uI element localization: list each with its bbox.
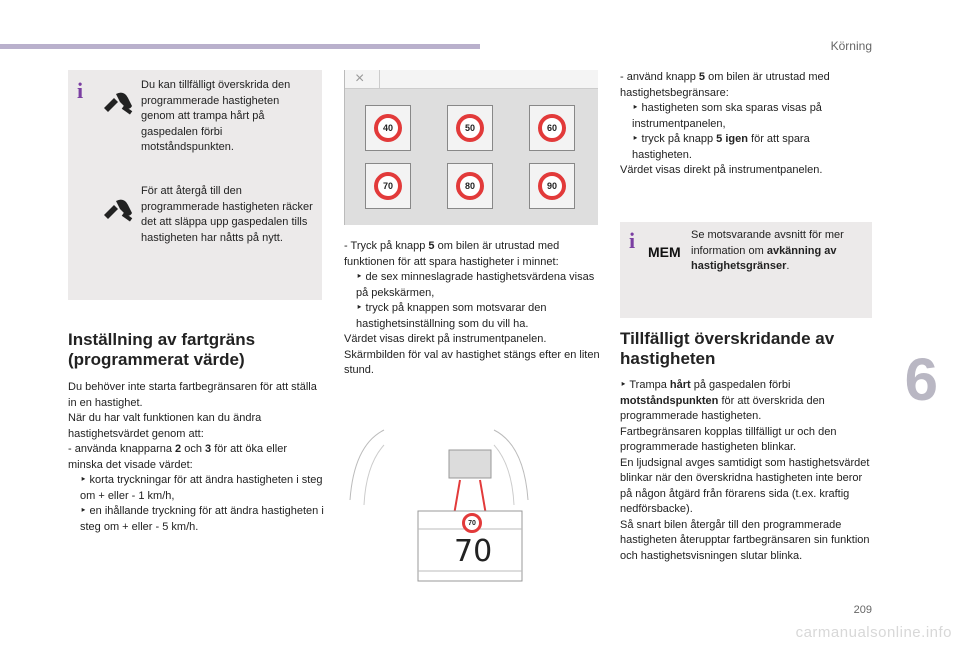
right-bullet-bold: hårt <box>669 379 691 391</box>
chapter-number: 6 <box>904 346 938 413</box>
foot-pedal-icon <box>100 88 136 118</box>
middle-line: Skärmbilden för val av hastighet stängs efter en liten stund. <box>344 348 600 376</box>
right-body <box>620 378 872 564</box>
button-number-3: 3 <box>205 443 212 455</box>
speed-limit-sign: 70 <box>462 513 482 533</box>
footer-watermark: carmanualsonline.info <box>795 624 952 641</box>
right-top-body <box>620 70 872 179</box>
middle-subitem <box>344 270 600 301</box>
info-icon: i <box>77 78 84 103</box>
info-box-2-text <box>691 228 863 275</box>
right-paragraph: En ljudsignal avges samtidigt som hastighetsvärdet blinkar när den överskridna hastigheten inte beror på någon åtgärd från förarens sida (t.ex. kraftig nedförsbacke). <box>620 456 870 515</box>
left-line: När du har valt funktionen kan du ändra hastighetsvärdet genom att: <box>68 412 262 440</box>
right-line: Värdet visas direkt på instrumentpanelen. <box>620 164 823 176</box>
speed-sign: 40 <box>374 114 402 142</box>
speed-button-80 <box>447 163 493 209</box>
speed-sign: 80 <box>456 172 484 200</box>
middle-item-text: - Tryck på knapp <box>344 240 426 252</box>
middle-item-text: om bilen är utrustad med funktionen för att spara hastigheter i minnet: <box>344 240 560 268</box>
left-subitem <box>68 473 324 504</box>
speed-selection-screen <box>344 70 598 225</box>
mem-button-icon: MEM <box>648 244 681 260</box>
left-item-text: för att öka eller minska det visade värdet: <box>68 443 287 471</box>
bullet-icon: ‣ <box>80 474 87 486</box>
right-paragraph: Så snart bilen återgår till den programmerade hastigheten återupptar fartbegränsaren sin funktion och hastighetsvisningen slutar blinka. <box>620 518 870 562</box>
left-body <box>68 380 324 535</box>
heading-temporary-overspeed: Tillfälligt överskridande av hastigheten <box>620 329 835 368</box>
middle-line: Värdet visas direkt på instrumentpanelen. <box>344 333 547 345</box>
bullet-icon: ‣ <box>620 379 627 391</box>
right-bullet-text: för att överskrida den programmerade hastigheten. <box>620 394 825 422</box>
speed-button-50 <box>447 105 493 151</box>
left-subitem-text: en ihållande tryckning för att ändra hastigheten i steg om + eller - 5 km/h. <box>80 505 324 533</box>
screen-divider <box>379 70 380 88</box>
screen-topbar <box>345 70 598 89</box>
foot-pedal-icon <box>100 195 136 225</box>
cluster-speed-display: 70 <box>454 534 493 569</box>
speed-sign: 70 <box>374 172 402 200</box>
button-number-5: 5 <box>428 240 435 252</box>
right-subitem <box>620 101 872 132</box>
info-paragraph-1: Du kan tillfälligt överskrida den programmerade hastigheten genom att trampa hårt på gaspedalen förbi motståndspunkten. <box>141 79 291 153</box>
right-bullet-text: Trampa <box>626 379 667 391</box>
middle-item <box>344 239 600 270</box>
right-subitem-text: tryck på knapp <box>638 133 714 145</box>
info-box-overspeed <box>68 70 322 300</box>
speed-sign: 60 <box>538 114 566 142</box>
right-subitem-bold: 5 igen <box>716 133 748 145</box>
right-subitem-text: hastigheten som ska sparas visas på instrumentpanelen, <box>632 102 822 130</box>
instrument-cluster-illustration <box>344 425 534 585</box>
speed-sign: 90 <box>538 172 566 200</box>
middle-subitem-text: de sex minneslagrade hastighetsvärdena visas på pekskärmen, <box>356 271 595 299</box>
info-box-speed-limit <box>620 222 872 318</box>
info-text-bold: avkänning av hastighetsgränser <box>691 244 837 272</box>
info-paragraph-2: För att återgå till den programmerade hastigheten räcker det att släppa upp gaspedalen tills hastigheten har nåtts på nytt. <box>141 185 313 244</box>
info-text: Se motsvarande avsnitt för mer information om <box>691 229 844 257</box>
button-number-5: 5 <box>698 71 706 83</box>
button-number-2: 2 <box>175 443 182 455</box>
middle-subitem-text: tryck på knappen som motsvarar den hastighetsinställning som du vill ha. <box>356 302 547 330</box>
speed-sign: 50 <box>456 114 484 142</box>
bullet-icon: ‣ <box>356 271 363 283</box>
left-line: Du behöver inte starta fartbegränsaren för att ställa in en hastighet. <box>68 381 317 409</box>
speed-button-70 <box>365 163 411 209</box>
speed-button-40 <box>365 105 411 151</box>
info-icon: i <box>629 228 636 253</box>
bullet-icon: ‣ <box>632 133 639 145</box>
bullet-icon: ‣ <box>356 302 363 314</box>
left-subitem-text: korta tryckningar för att ändra hastigheten i steg om + eller - 1 km/h, <box>80 474 323 502</box>
bullet-icon: ‣ <box>632 102 639 114</box>
right-paragraph: Fartbegränsaren kopplas tillfälligt ur och den programmerade hastigheten blinkar. <box>620 425 837 453</box>
heading-speed-setting: Inställning av fartgräns (programmerat värde) <box>68 330 256 369</box>
section-title: Körning <box>830 39 872 53</box>
left-item-text: - använda knapparna <box>68 443 172 455</box>
right-item-text: om bilen är utrustad med hastighetsbegränsare: <box>620 71 830 99</box>
info-text: . <box>786 260 790 272</box>
left-item-text: och <box>184 443 202 455</box>
right-subitem-text: för att spara hastigheten. <box>632 133 810 161</box>
bullet-icon: ‣ <box>80 505 87 517</box>
right-bullet-text: på gaspedalen förbi <box>693 379 791 391</box>
right-item <box>620 70 872 101</box>
right-bullet <box>620 378 872 425</box>
speed-button-60 <box>529 105 575 151</box>
header-accent-bar <box>0 44 480 49</box>
speed-button-90 <box>529 163 575 209</box>
page-number: 209 <box>853 604 872 616</box>
left-subitem <box>68 504 324 535</box>
right-subitem <box>620 132 872 163</box>
right-bullet-bold: motståndspunkten <box>620 394 719 407</box>
middle-subitem <box>344 301 600 332</box>
left-item <box>68 442 324 473</box>
right-item-text: - använd knapp <box>620 71 696 83</box>
middle-body <box>344 239 600 379</box>
close-icon: × <box>355 70 365 87</box>
